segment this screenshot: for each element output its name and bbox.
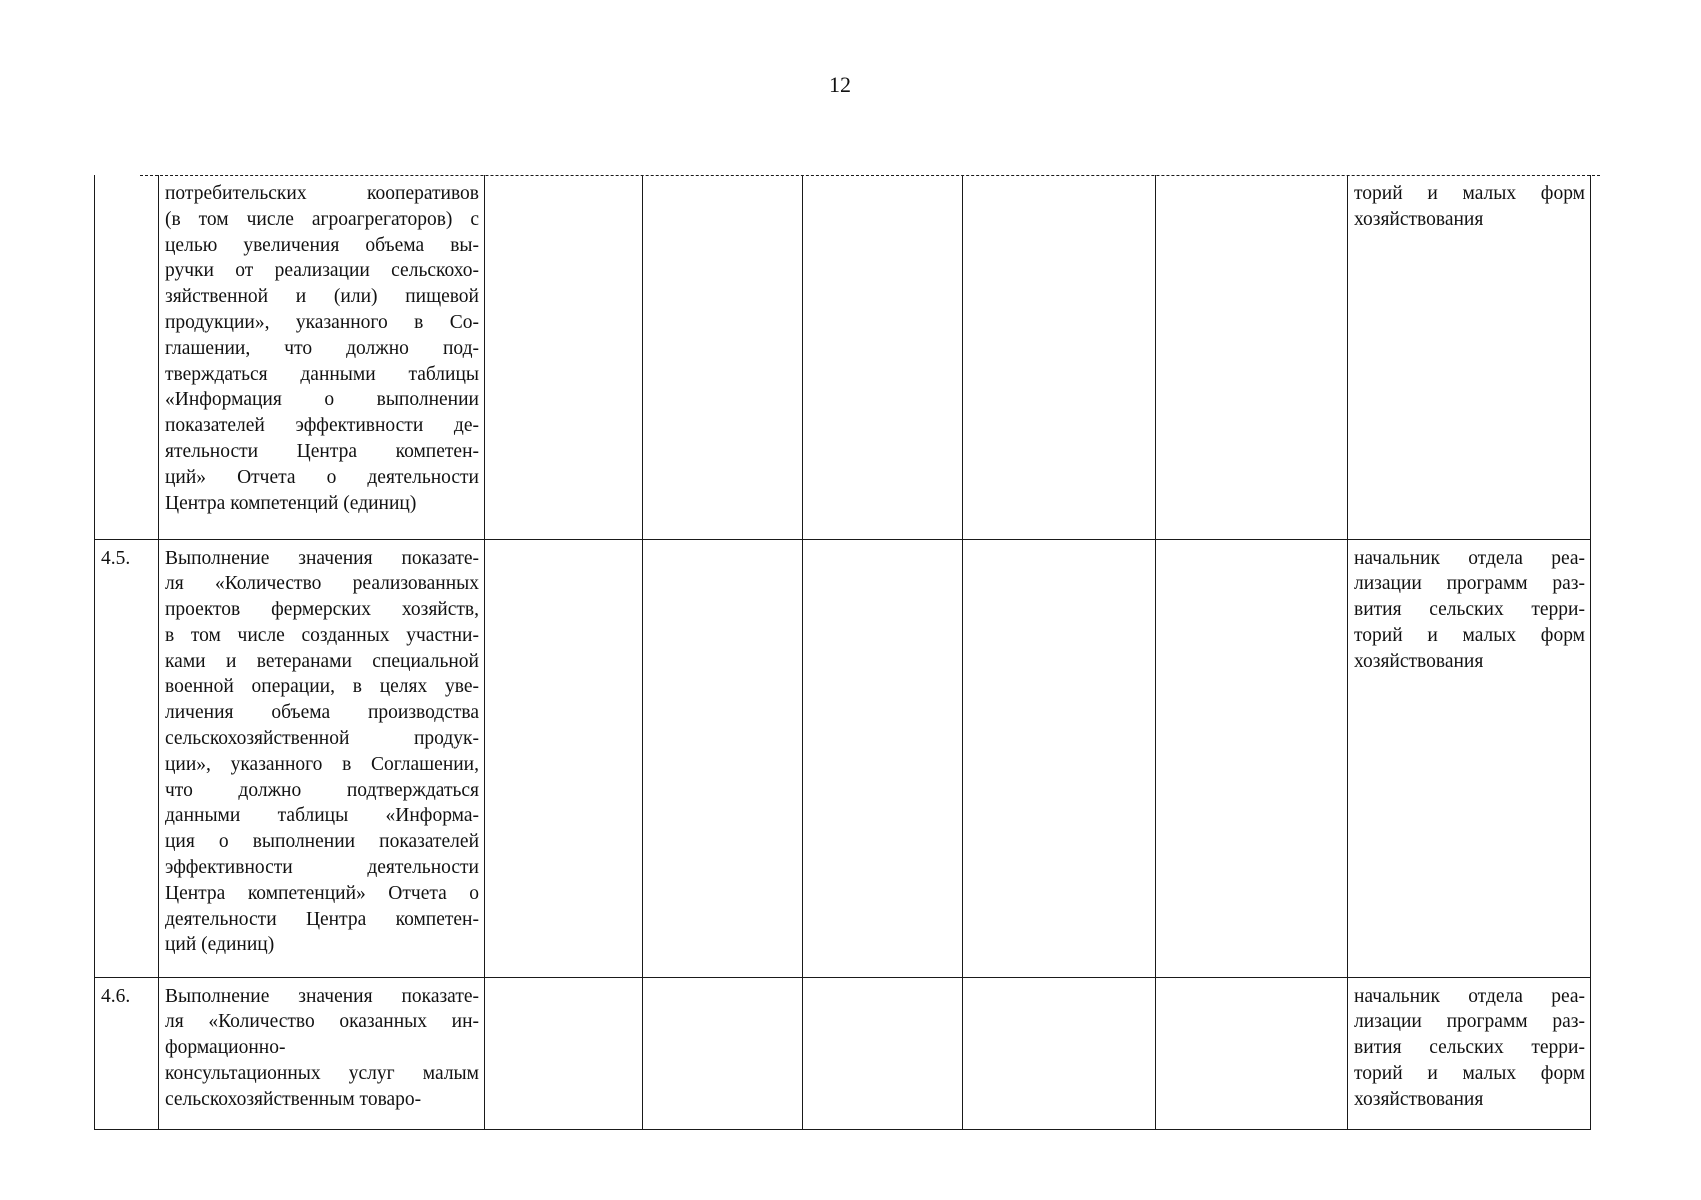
empty-cell [485, 539, 643, 977]
empty-cell [1156, 175, 1348, 539]
text-line: Выполнение значения показате- [165, 547, 479, 569]
empty-cell [643, 539, 803, 977]
indicator-table [94, 175, 1591, 1130]
empty-cell [963, 539, 1156, 977]
text-line: ций» Отчета о деятельности [165, 466, 479, 488]
text-line: начальник отдела реа- [1354, 985, 1585, 1007]
text-line: данными таблицы «Информа- [165, 805, 479, 827]
responsible-text [1354, 546, 1585, 675]
description-text [165, 181, 479, 516]
empty-cell [963, 977, 1156, 1129]
text-line: вития сельских терри- [1354, 1037, 1585, 1059]
empty-cell [485, 175, 643, 539]
table-row [95, 977, 1591, 1129]
text-line: Центра компетенций (единиц) [165, 492, 417, 514]
text-line: зяйственной и (или) пищевой [165, 286, 479, 308]
responsible-cell [1348, 977, 1591, 1129]
text-line: ция о выполнении показателей [165, 831, 479, 853]
empty-cell [485, 977, 643, 1129]
empty-cell [643, 175, 803, 539]
text-line: торий и малых форм [1354, 1062, 1585, 1084]
description-text [165, 984, 479, 1113]
text-line: эффективности деятельности [165, 857, 479, 879]
row-number-cell: 4.6. [95, 977, 159, 1129]
text-line: лизации программ раз- [1354, 573, 1585, 595]
text-line: начальник отдела реа- [1354, 547, 1585, 569]
text-line: Центра компетенций» Отчета о [165, 882, 479, 904]
text-line: деятельности Центра компетен- [165, 908, 479, 930]
description-cell [159, 175, 485, 539]
empty-cell [963, 175, 1156, 539]
description-cell [159, 539, 485, 977]
text-line: сельскохозяйственной продук- [165, 728, 479, 750]
row-number-cell: 4.5. [95, 539, 159, 977]
text-line: ручки от реализации сельскохо- [165, 260, 479, 282]
text-line: консультационных услуг малым [165, 1062, 479, 1084]
text-line: сельскохозяйственным товаро- [165, 1088, 422, 1110]
empty-cell [643, 977, 803, 1129]
row-number-cell [95, 175, 159, 539]
text-line: «Информация о выполнении [165, 389, 479, 411]
responsible-text [1354, 984, 1585, 1113]
text-line: формационно- [165, 1037, 286, 1059]
text-line: целью увеличения объема вы- [165, 234, 479, 256]
empty-cell [1156, 539, 1348, 977]
description-cell [159, 977, 485, 1129]
text-line: продукции», указанного в Со- [165, 311, 479, 333]
text-line: ля «Количество оказанных ин- [165, 1011, 479, 1033]
text-line: что должно подтверждаться [165, 779, 479, 801]
text-line: личения объема производства [165, 702, 479, 724]
table-row [95, 175, 1591, 539]
text-line: показателей эффективности де- [165, 415, 479, 437]
responsible-cell [1348, 175, 1591, 539]
text-line: торий и малых форм [1354, 183, 1585, 204]
text-line: проектов фермерских хозяйств, [165, 599, 479, 621]
page-number: 12 [829, 72, 851, 97]
empty-cell [1156, 977, 1348, 1129]
text-line: ля «Количество реализованных [165, 573, 479, 595]
text-line: военной операции, в целях уве- [165, 676, 479, 698]
empty-cell [803, 175, 963, 539]
text-line: Выполнение значения показате- [165, 985, 479, 1007]
text-line: вития сельских терри- [1354, 599, 1585, 621]
text-line: глашении, что должно под- [165, 337, 479, 359]
text-line: (в том числе агроагрегаторов) с [165, 208, 479, 230]
table-row [95, 539, 1591, 977]
text-line: тверждаться данными таблицы [165, 363, 479, 385]
text-line: ции», указанного в Соглашении, [165, 753, 479, 775]
responsible-text [1354, 181, 1585, 233]
empty-cell [803, 977, 963, 1129]
empty-cell [803, 539, 963, 977]
text-line: ками и ветеранами специальной [165, 650, 479, 672]
text-line: хозяйствования [1354, 208, 1484, 230]
text-line: торий и малых форм [1354, 624, 1585, 646]
text-line: ций (единиц) [165, 934, 275, 956]
text-line: потребительских кооперативов [165, 183, 479, 204]
text-line: лизации программ раз- [1354, 1011, 1585, 1033]
text-line: хозяйствования [1354, 650, 1484, 672]
text-line: в том числе созданных участни- [165, 624, 479, 646]
text-line: ятельности Центра компетен- [165, 440, 479, 462]
responsible-cell [1348, 539, 1591, 977]
text-line: хозяйствования [1354, 1088, 1484, 1110]
description-text [165, 546, 479, 959]
